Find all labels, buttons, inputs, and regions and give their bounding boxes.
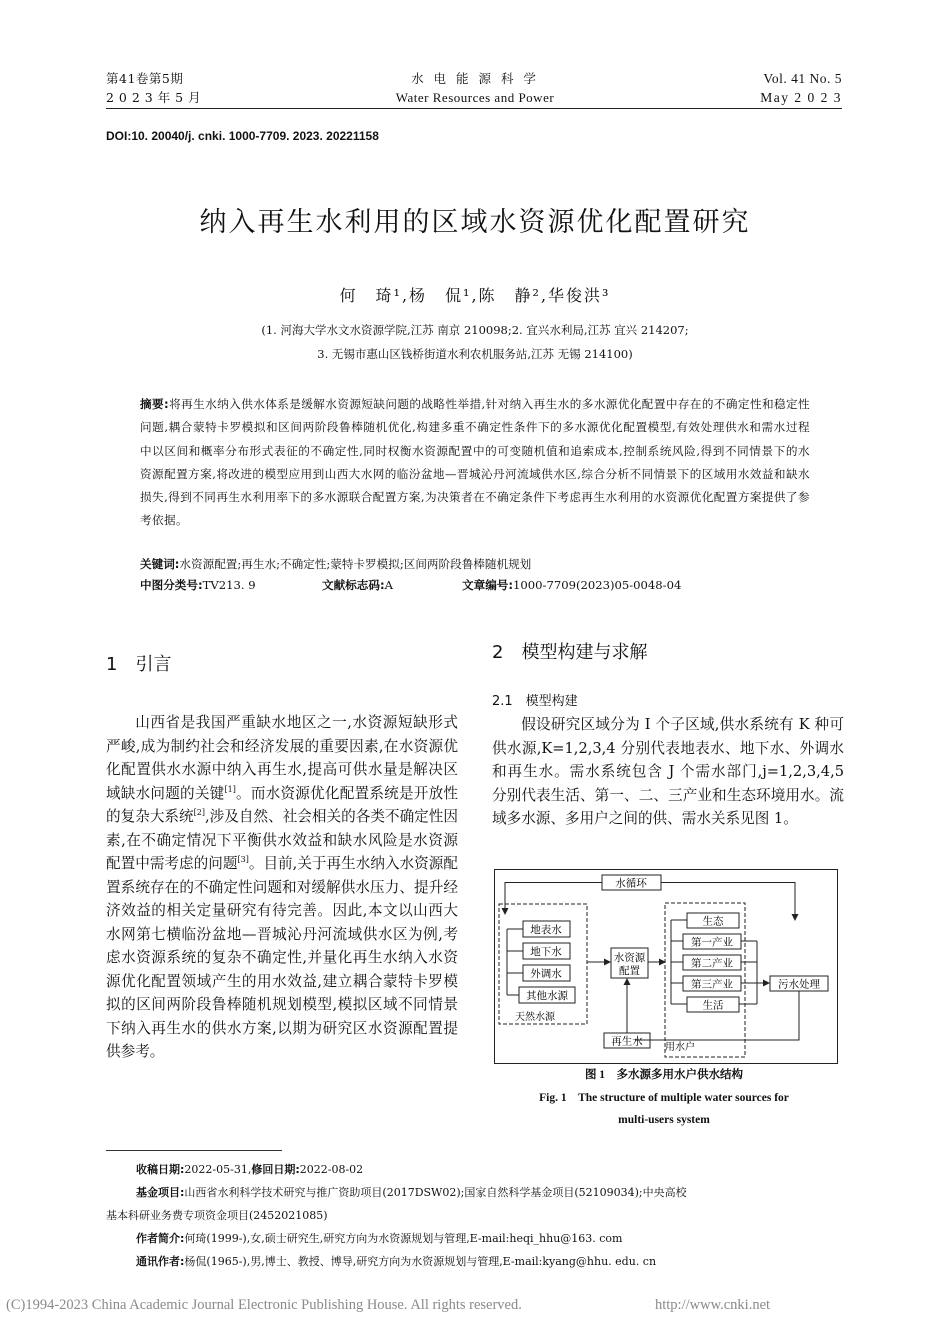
user-secondary-industry: 第二产业	[691, 957, 733, 970]
reclaimed-water-label: 再生水	[611, 1035, 643, 1048]
para-text-a: 山西省是我国严重缺水地区之一,水资源短缺形式严峻,成为制约社会和经济发展的重要因素,在水资源优化配置供水水源中纳入再生水,提高可供水量是解决区域缺水问题的关键	[106, 714, 458, 802]
doi: DOI:10. 20040/j. cnki. 1000-7709. 2023. 20221158	[106, 129, 379, 143]
source-transfer-water: 外调水	[530, 968, 562, 980]
footnote-fund-cont: 基本科研业务费专项资金项目(2452021085)	[106, 1209, 328, 1222]
journal-volume: 第41卷第5期	[106, 71, 184, 86]
figure-1	[494, 869, 838, 1064]
water-cycle-label: 水循环	[615, 877, 647, 890]
received-label: 收稿日期:	[136, 1163, 185, 1176]
article-number	[462, 574, 681, 597]
received-date: 2022-05-31,	[184, 1163, 252, 1176]
clc-value: TV213. 9	[202, 578, 256, 592]
author-list: 何 琦¹,杨 侃¹,陈 静²,华俊洪³	[339, 286, 611, 305]
keywords	[140, 553, 820, 576]
citation-2[interactable]: [2]	[193, 808, 205, 817]
author-info-label: 作者简介:	[136, 1232, 185, 1245]
paper-title: 纳入再生水利用的区域水资源优化配置研究	[199, 207, 751, 238]
natural-sources-label: 天然水源	[515, 1012, 555, 1023]
fund-label: 基金项目:	[136, 1186, 185, 1199]
para-text-c: ,涉及自然、社会相关的各类不确定性因素,在不确定情况下平衡供水效益和缺水风险是水资源配置中需考虑的问题	[106, 808, 458, 872]
source-other-water: 其他水源	[526, 990, 568, 1002]
article-number-label: 文章编号:	[462, 578, 514, 592]
footnote-dates	[136, 1158, 876, 1181]
footnote-fund	[136, 1181, 846, 1204]
figure-1-diagram	[495, 870, 837, 1063]
doc-code-value: A	[384, 578, 393, 592]
journal-date: 2 0 2 3 年 5 月	[106, 90, 202, 105]
allocation-label-2: 配置	[619, 965, 640, 977]
citation-1[interactable]: [1]	[224, 784, 236, 794]
clc-label: 中图分类号:	[140, 578, 203, 592]
corresponding-info: 杨侃(1965-),男,博士、教授、博导,研究方向为水资源规划与管理,E-mail:kyang@hhu. edu. cn	[184, 1255, 657, 1268]
article-number-value: 1000-7709(2023)05-0048-04	[513, 578, 682, 592]
figure-caption-en-1: Fig. 1 The structure of multiple water sources for	[539, 1092, 789, 1104]
para-text-d: 。目前,关于再生水纳入水资源配置系统存在的不确定性问题和对缓解供水压力、提升经济效益的相关定量研究有待完善。因此,本文以山西大水网第七横临汾盆地—晋城沁丹河流域供水区为例,考虑水资源系统的复杂不确定性,并量化再生水纳入水资源优化配置领域产生的用水效益,建立耦合蒙特卡罗模拟的区间两阶段鲁棒随机规划模型,模拟区域不同情景下纳入再生水的供水方案,以期为研究区水资源配置提供参考。	[106, 855, 458, 1060]
source-surface-water: 地表水	[530, 924, 562, 936]
figure-caption-cn: 图 1 多水源多用水户供水结构	[584, 1069, 744, 1081]
section-2-paragraph: 假设研究区域分为 I 个子区域,供水系统有 K 种可供水源,K=1,2,3,4 分别代表地表水、地下水、外调水和再生水。需水系统包含 J 个需水部门,j=1,2,3,4,5 分别代表生活、第一、二、三产业和生态环境用水。流域多水源、多用户之间的供、需水关系见图 1。	[492, 716, 844, 827]
journal-volume-en: Vol. 41 No. 5	[763, 71, 842, 86]
user-domestic: 生活	[702, 999, 724, 1012]
allocation-label-1: 水资源	[613, 952, 646, 964]
natural-sources-group	[499, 904, 587, 1024]
sewage-treatment-label: 污水处理	[778, 978, 820, 991]
abstract	[140, 393, 810, 533]
footnote-corresponding	[136, 1250, 876, 1273]
abstract-label: 摘要:	[140, 397, 170, 411]
journal-date-en: May 2 0 2 3	[760, 90, 842, 105]
keywords-label: 关键词:	[140, 557, 180, 571]
section-1-body	[106, 711, 458, 1064]
source-groundwater: 地下水	[530, 946, 562, 958]
section-2-1-heading: 2.1 模型构建	[492, 694, 578, 709]
section-2-body	[492, 713, 844, 831]
revised-date: 2022-08-02	[299, 1163, 364, 1176]
fund-text: 山西省水利科学技术研究与推广资助项目(2017DSW02);国家自然科学基金项目(52109034);中央高校	[184, 1186, 687, 1199]
doc-code-label: 文献标志码:	[322, 578, 385, 592]
water-users-label: 用水户	[665, 1042, 695, 1053]
section-1-heading: 1 引言	[106, 654, 172, 675]
author-info: 何琦(1999-),女,硕士研究生,研究方向为水资源规划与管理,E-mail:heqi_hhu@163. com	[184, 1232, 623, 1245]
cnki-link[interactable]: http://www.cnki.net	[655, 1297, 771, 1313]
journal-name-en: Water Resources and Power	[395, 90, 555, 105]
affiliation-line-2: 3. 无锡市惠山区钱桥街道水利农机服务站,江苏 无锡 214100)	[317, 347, 633, 361]
revised-label: 修回日期:	[251, 1163, 300, 1176]
user-ecology: 生态	[702, 915, 724, 928]
citation-3[interactable]: [3]	[237, 855, 249, 864]
document-code	[322, 574, 393, 597]
figure-caption-en-2: multi-users system	[618, 1114, 710, 1126]
copyright-notice: (C)1994-2023 China Academic Journal Electronic Publishing House. All rights reserved.	[6, 1297, 522, 1313]
journal-name-cn: 水 电 能 源 科 学	[411, 71, 539, 86]
footnote-rule	[106, 1150, 282, 1151]
abstract-text: 将再生水纳入供水体系是缓解水资源短缺问题的战略性举措,针对纳入再生水的多水源优化配置中存在的不确定性和稳定性问题,耦合蒙特卡罗模拟和区间两阶段鲁棒随机优化,构建多重不确定性条件下的多水源优化配置模型,有效处理供水和需水过程中以区间和概率分布形式表征的不确定性,同时权衡水资源配置中的可变随机值和追索成本,控制系统风险,得到不同情景下的水资源配置方案,将改进的模型应用到山西大水网的临汾盆地—晋城沁丹河流域供水区,综合分析不同情景下的区域用水效益和缺水损失,得到不同再生水利用率下的多水源联合配置方案,为决策者在不确定条件下考虑再生水利用的水资源优化配置方案提供了参考依据。	[140, 397, 810, 528]
section-1-paragraph	[106, 711, 458, 1064]
user-tertiary-industry: 第三产业	[691, 978, 733, 991]
footnote-author	[136, 1227, 876, 1250]
user-primary-industry: 第一产业	[691, 936, 733, 949]
clc-number	[140, 574, 256, 597]
header-rule	[106, 108, 842, 109]
keywords-text: 水资源配置;再生水;不确定性;蒙特卡罗模拟;区间两阶段鲁棒随机规划	[179, 557, 532, 571]
affiliation-line-1: (1. 河海大学水文水资源学院,江苏 南京 210098;2. 宜兴水利局,江苏 宜兴 214207;	[261, 323, 689, 337]
para-text-b: 。而水资源优化配置系统是开放性的复杂大系统	[106, 784, 458, 825]
section-2-heading: 2 模型构建与求解	[492, 642, 648, 663]
corresponding-label: 通讯作者:	[136, 1255, 185, 1268]
